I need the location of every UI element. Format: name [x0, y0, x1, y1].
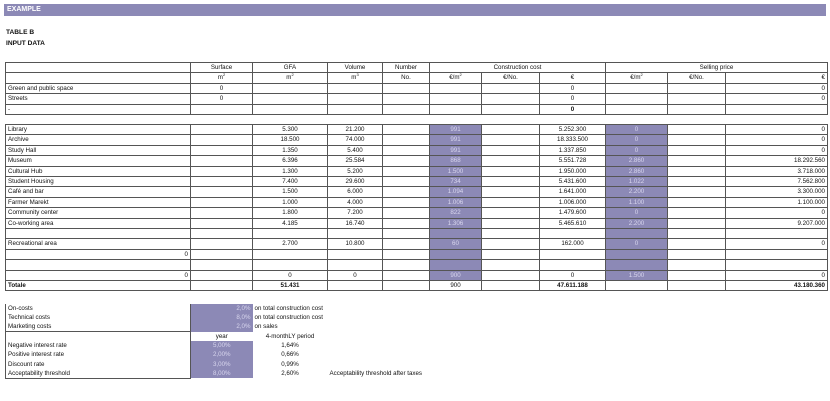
table-row: - 0: [6, 104, 828, 114]
table-row: Streets 0 0 0: [6, 94, 828, 104]
cell-sp-eur: 7.562.800: [726, 177, 828, 187]
cell-name: Cultural Hub: [6, 166, 191, 176]
cell-cc-eur: 18.333.500: [540, 135, 606, 145]
rates-header-row: [6, 332, 528, 342]
table-row: Green and public space 0 0 0: [6, 83, 828, 93]
buildings-table: [5, 124, 828, 291]
cell-sp-m2: 1.022: [606, 177, 668, 187]
cell-sp-eur: 3.718.000: [726, 166, 828, 176]
cell-sp-eur: 9.207.000: [726, 218, 828, 228]
rate-row: Positive interest rate 2,00% 0,66%: [6, 350, 528, 359]
totals-cc-eur: 47.611.188: [540, 281, 606, 291]
cell-sp-eur: 0: [726, 125, 828, 135]
table-row: [6, 208, 828, 218]
rates-period-header: 4-monthLY period: [265, 333, 315, 341]
cell-name: Study Hall: [6, 145, 191, 155]
cell-volume: 74.000: [328, 135, 383, 145]
cell-cc-m2: 734: [430, 177, 482, 187]
cell-name: Farmer Marekt: [6, 197, 191, 207]
unit-surface: $m^2$: [191, 73, 253, 83]
header-surface: Surface: [191, 63, 253, 73]
cell-gfa: 7.400: [253, 177, 328, 187]
cell-name: Community center: [6, 208, 191, 218]
cell-cc-eur: 5.252.300: [540, 125, 606, 135]
header-row-1: [6, 63, 828, 73]
totals-cc-m2: 900: [430, 281, 482, 291]
unit-sp-no: €/No.: [668, 73, 726, 83]
table-subtitle: INPUT DATA: [6, 40, 45, 47]
cell-gfa: 5.300: [253, 125, 328, 135]
cell-volume: 21.200: [328, 125, 383, 135]
cell-name: Archive: [6, 135, 191, 145]
table-row: [6, 135, 828, 145]
table-row: 0 0 0 900 0 1.500 0: [6, 270, 828, 280]
cell-gfa: 1.000: [253, 197, 328, 207]
cell-cc-eur: 5.551.728: [540, 156, 606, 166]
cell-sp-eur: 3.300.000: [726, 187, 828, 197]
totals-sp-eur: 43.180.360: [726, 281, 828, 291]
cell-sp-m2: 2.860: [606, 166, 668, 176]
cell-sp-m2: 0: [606, 208, 668, 218]
cell-name: Museum: [6, 156, 191, 166]
cell-volume: 4.000: [328, 197, 383, 207]
cell-volume: 29.600: [328, 177, 383, 187]
cost-row: On-costs 2,0% on total construction cost: [6, 304, 528, 313]
unit-volume: $m^3$: [328, 73, 383, 83]
unit-cc-eur: €: [540, 73, 606, 83]
unit-cc-no: €/No.: [482, 73, 540, 83]
cell-cc-m2: 991: [430, 125, 482, 135]
rate-row: Negative interest rate 5,00% 1,64%: [6, 341, 528, 350]
cell-volume: 6.000: [328, 187, 383, 197]
cell-gfa: 1.350: [253, 145, 328, 155]
cell-cc-m2: 1.306: [430, 218, 482, 228]
cell-sp-m2: 2.860: [606, 156, 668, 166]
cell-cc-m2: 868: [430, 156, 482, 166]
cell-gfa: 4.185: [253, 218, 328, 228]
cell-volume: 25.584: [328, 156, 383, 166]
cell-cc-m2: 1.094: [430, 187, 482, 197]
cell-cc-eur: 1.950.000: [540, 166, 606, 176]
cell-sp-m2: 0: [606, 145, 668, 155]
cell-cc-eur: 1.479.600: [540, 208, 606, 218]
cell-name: Student Housing: [6, 177, 191, 187]
cost-row: Technical costs 8,0% on total construction cost: [6, 313, 528, 322]
unit-cc-m2: $€/m^2$: [430, 73, 482, 83]
unit-sp-m2: $€/m^2$: [606, 73, 668, 83]
cell-volume: 7.200: [328, 208, 383, 218]
table-row: [6, 145, 828, 155]
cell-sp-m2: 0: [606, 125, 668, 135]
table-row: [6, 218, 828, 228]
header-number: Number: [383, 63, 430, 73]
cell-cc-m2: 822: [430, 208, 482, 218]
cell-volume: 5.200: [328, 166, 383, 176]
cell-sp-eur: 1.100.000: [726, 197, 828, 207]
cell-name: Café and bar: [6, 187, 191, 197]
table-row: [6, 187, 828, 197]
cell-cc-m2: 991: [430, 135, 482, 145]
cell-sp-m2: 2.200: [606, 218, 668, 228]
cell-sp-m2: 2.200: [606, 187, 668, 197]
header-volume: Volume: [328, 63, 383, 73]
header-row-2: [6, 73, 828, 83]
cell-sp-m2: 1.100: [606, 197, 668, 207]
rate-row: Discount rate 3,00% 0,99%: [6, 360, 528, 369]
totals-gfa: 51.431: [253, 281, 328, 291]
cell-cc-eur: 5.431.600: [540, 177, 606, 187]
cell-gfa: 1.300: [253, 166, 328, 176]
cell-name: Co-working area: [6, 218, 191, 228]
cost-row: Marketing costs 2,0% on sales: [6, 322, 528, 332]
cell-volume: 5.400: [328, 145, 383, 155]
cell-name: Library: [6, 125, 191, 135]
cell-gfa: 18.500: [253, 135, 328, 145]
header-gfa: GFA: [253, 63, 328, 73]
cell-gfa: 6.396: [253, 156, 328, 166]
rate-row: Acceptability threshold 8,00% 2,60% Acceptability threshold after taxes: [6, 369, 528, 379]
cell-cc-m2: 1.500: [430, 166, 482, 176]
costs-rates-table: [5, 304, 528, 379]
cell-volume: 16.740: [328, 218, 383, 228]
rates-year-header: year: [215, 333, 228, 341]
header-selling-price: Selling price: [606, 63, 828, 73]
header-construction-cost: Construction cost: [430, 63, 606, 73]
cell-cc-eur: 1.006.000: [540, 197, 606, 207]
table-row: [6, 197, 828, 207]
cell-sp-eur: 0: [726, 208, 828, 218]
cell-cc-m2: 1.006: [430, 197, 482, 207]
banner: EXAMPLE: [4, 4, 826, 16]
cell-sp-eur: 18.292.560: [726, 156, 828, 166]
cell-gfa: 1.800: [253, 208, 328, 218]
cell-sp-eur: 0: [726, 145, 828, 155]
table-row: [6, 125, 828, 135]
unit-number: No.: [383, 73, 430, 83]
cell-sp-eur: 0: [726, 135, 828, 145]
cell-cc-eur: 5.465.610: [540, 218, 606, 228]
cell-cc-eur: 1.337.850: [540, 145, 606, 155]
totals-row: [6, 281, 828, 291]
table-row: 0: [6, 249, 828, 259]
totals-label: Totale: [6, 281, 191, 291]
unit-sp-eur: €: [726, 73, 828, 83]
table-title: TABLE B: [6, 29, 35, 36]
unit-gfa: $m^2$: [253, 73, 328, 83]
table-row: Recreational area 2.700 10.800 60 162.000 0 0: [6, 239, 828, 249]
cell-cc-m2: 991: [430, 145, 482, 155]
input-data-table: [5, 62, 828, 115]
cell-cc-eur: 1.641.000: [540, 187, 606, 197]
table-row: [6, 177, 828, 187]
cell-sp-m2: 0: [606, 135, 668, 145]
table-row: [6, 156, 828, 166]
table-row: [6, 166, 828, 176]
cell-gfa: 1.500: [253, 187, 328, 197]
